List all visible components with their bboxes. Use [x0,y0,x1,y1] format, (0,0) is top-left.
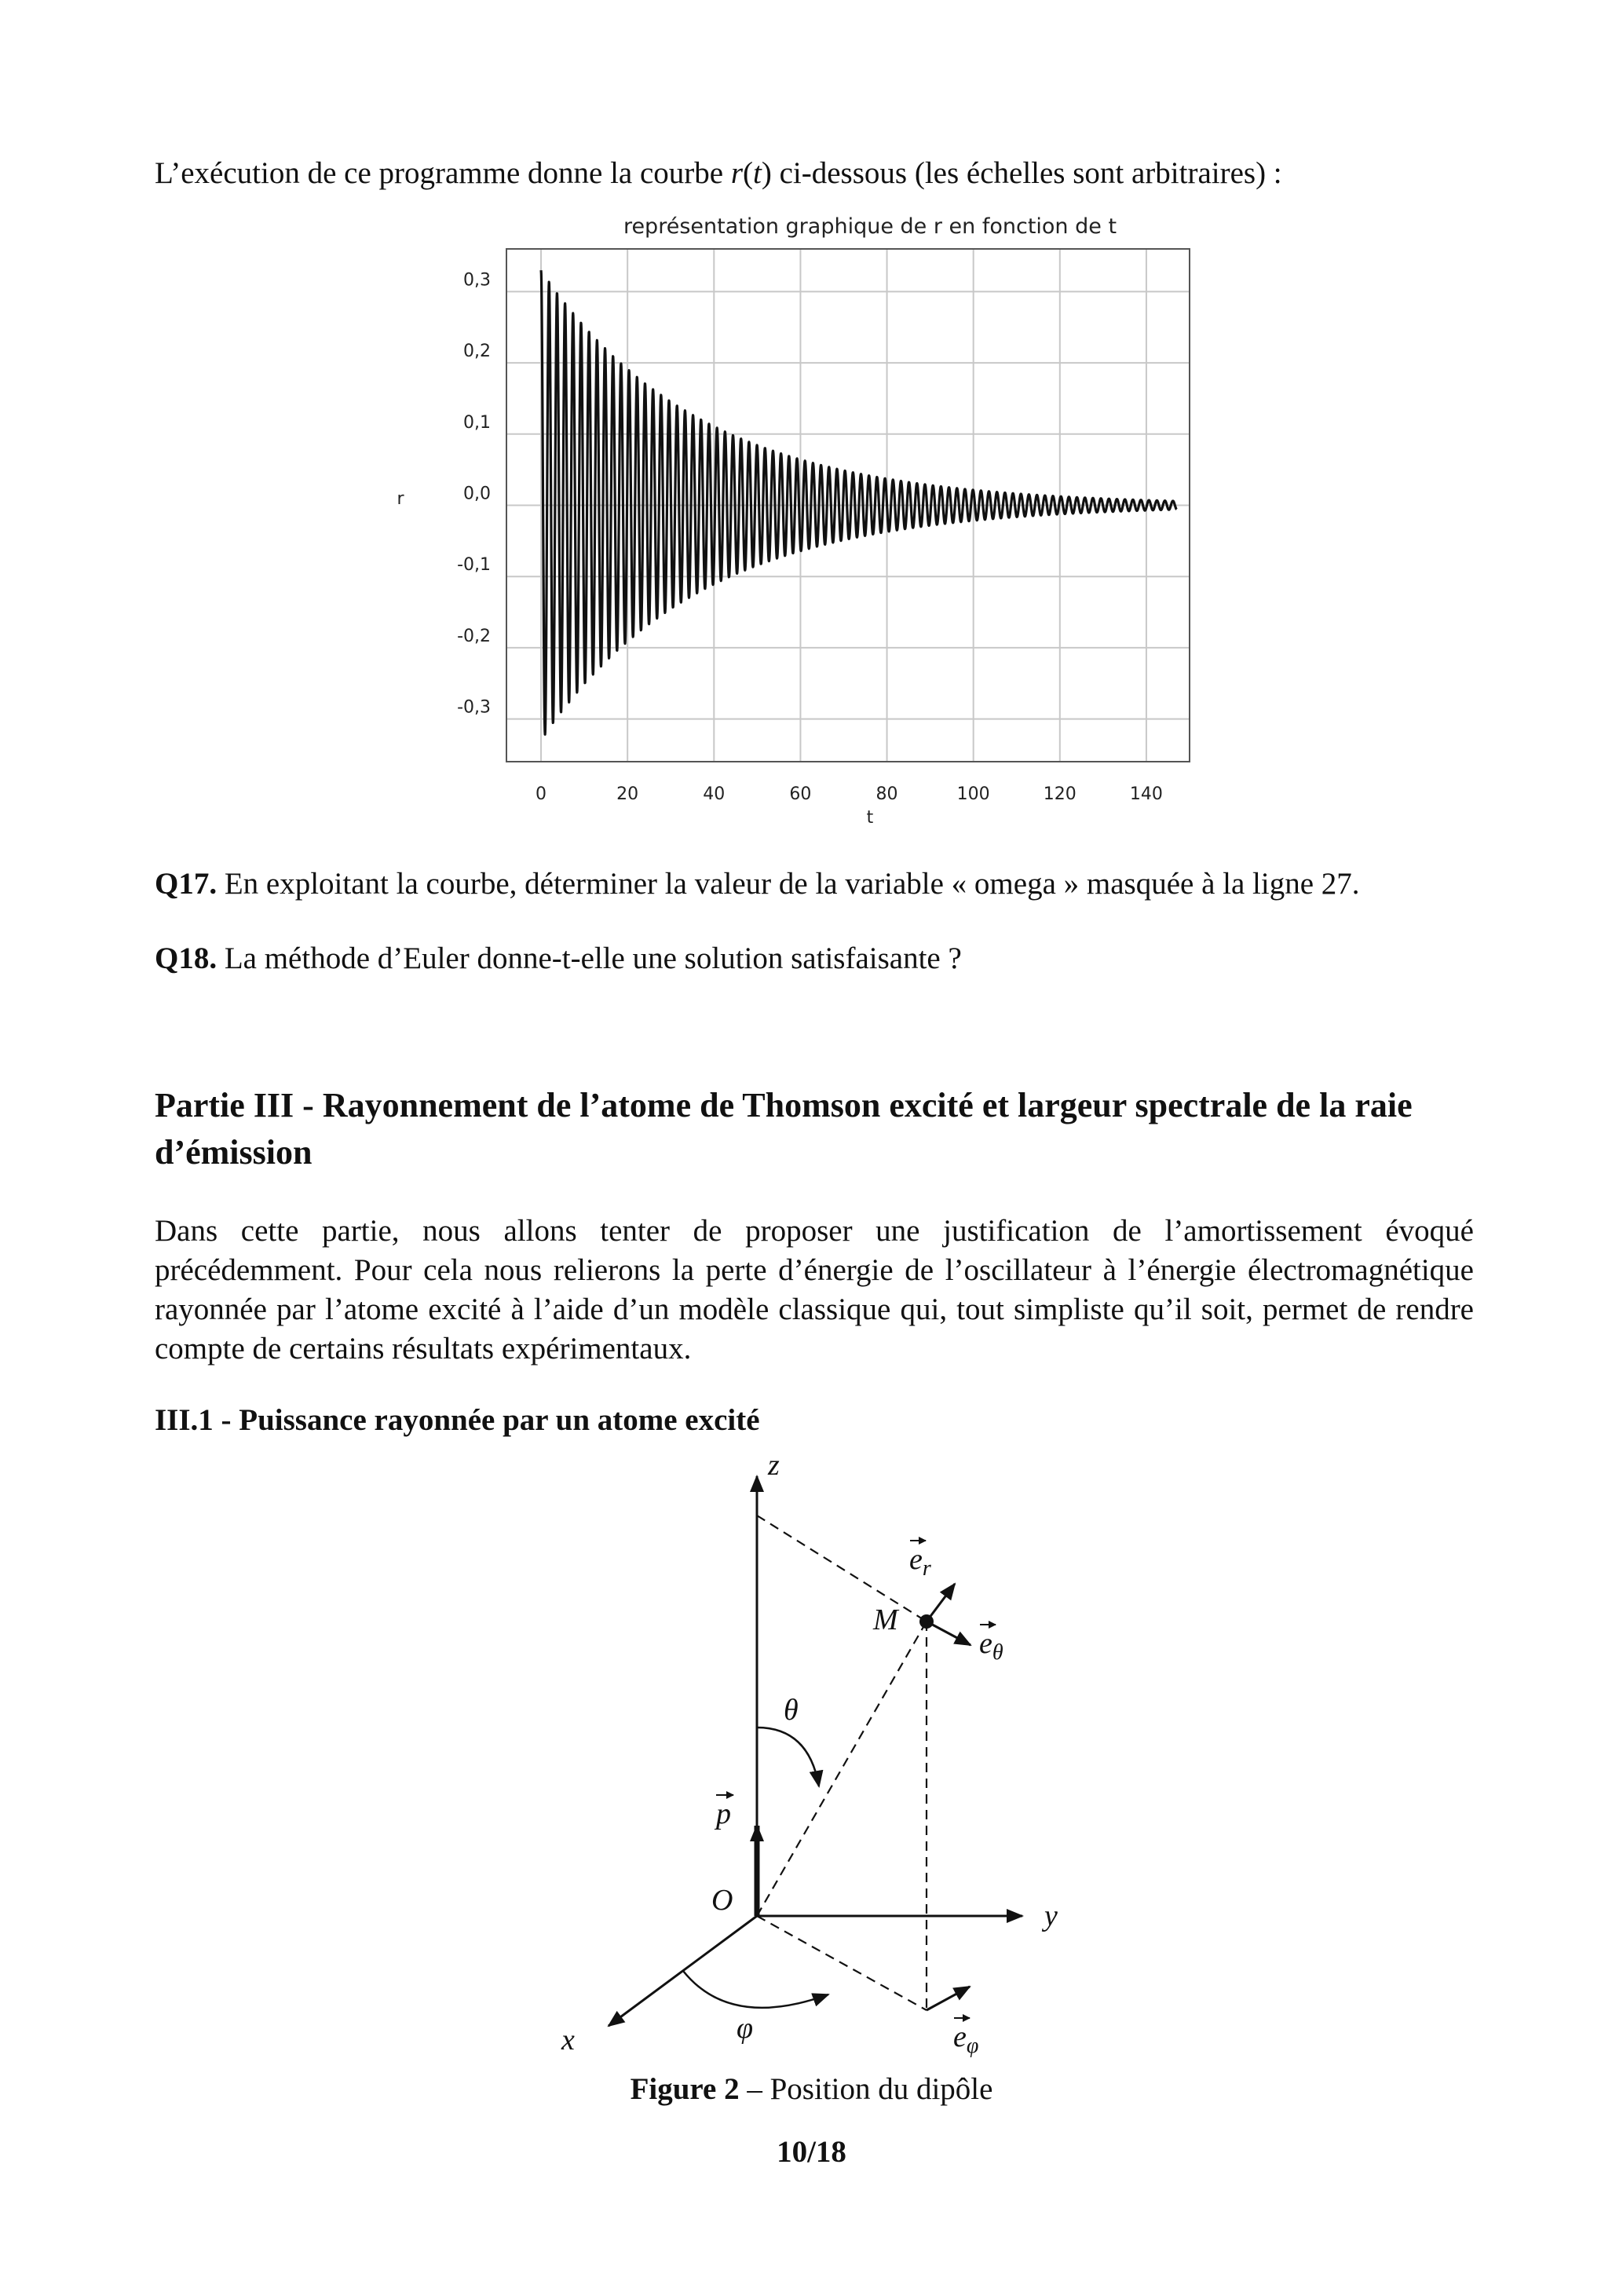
y-tick-label: 0,0 [463,484,491,504]
x-tick-label: 100 [956,784,990,804]
x-axis-label: t [866,808,874,828]
chart-title: représentation graphique de r en fonction de t [623,214,1117,239]
y-tick-label: -0,1 [457,555,491,576]
damped-oscillation-chart [369,200,1233,844]
part-title: Partie III - Rayonnement de l’atome de Thomson excité et largeur spectrale de la raie d’émission [155,1086,1413,1172]
e-r-vector [927,1584,955,1621]
x-tick-label: 60 [789,784,812,804]
theta-arc [757,1727,819,1786]
y-tick-label: -0,2 [457,626,491,646]
x-tick-label: 80 [875,784,898,804]
x-tick-label: 120 [1043,784,1077,804]
y-tick-label: 0,1 [463,412,491,433]
label-e-theta [979,1625,1003,1665]
y-axis-label: r [397,489,404,509]
x-tick-label: 40 [703,784,726,804]
y-tick-label: -0,3 [457,697,491,718]
x-axis [609,1916,757,2026]
svg-text:p: p [716,1797,731,1830]
label-x: x [561,2024,575,2057]
figure-caption: Figure 2 – Position du dipôle [630,2072,993,2106]
construction-lines [757,1515,927,2010]
intro-paragraph: Dans cette partie, nous allons tenter de proposer une justification de l’amortissement évoqué précédemment. Pour cela nous relierons la perte d’énergie de l’oscillateur à l’énergie électromagnétique rayonnée par l’atome excité à l’aide d’un modèle classique qui, tout simpliste qu’il soit, permet de rendre compte de certains résultats expérimentaux. [155,1214,1474,1366]
svg-text:eθ: $e_\theta$ [979,1627,1003,1665]
e-phi-vector [927,1987,970,2010]
label-p [714,1795,733,1830]
e-theta-vector [927,1621,971,1645]
r-curve [541,270,1176,734]
label-y: y [1044,1899,1058,1932]
svg-text:eφ: $e_\varphi$ [953,2020,979,2058]
label-phi: φ [737,2012,754,2045]
page-number: 10/18 [777,2135,846,2169]
phi-arc [683,1971,828,2008]
y-tick-labels [457,270,491,717]
label-e-r [909,1541,931,1581]
y-tick-label: 0,3 [463,270,491,291]
x-tick-label: 0 [536,784,547,804]
x-tick-labels [536,784,1163,804]
y-tick-label: 0,2 [463,342,491,362]
label-O: O [711,1884,733,1917]
x-tick-label: 140 [1129,784,1163,804]
section-title: III.1 - Puissance rayonnée par un atome excité [155,1403,760,1437]
label-e-phi [953,2018,978,2058]
intro-text: L’exécution de ce programme donne la courbe r(t) ci-dessous (les échelles sont arbitraires) : [155,156,1282,190]
label-z: z [768,1449,780,1482]
svg-text:er: $e_r$ [909,1543,931,1581]
x-tick-label: 20 [616,784,639,804]
question-18: Q18. La méthode d’Euler donne-t-elle une solution satisfaisante ? [155,941,962,975]
question-17: Q17. En exploitant la courbe, déterminer la valeur de la variable « omega » masquée à la ligne 27. [155,867,1360,901]
label-theta: θ [784,1694,799,1727]
dipole-figure [534,1445,1084,2065]
label-M: M [873,1603,898,1636]
